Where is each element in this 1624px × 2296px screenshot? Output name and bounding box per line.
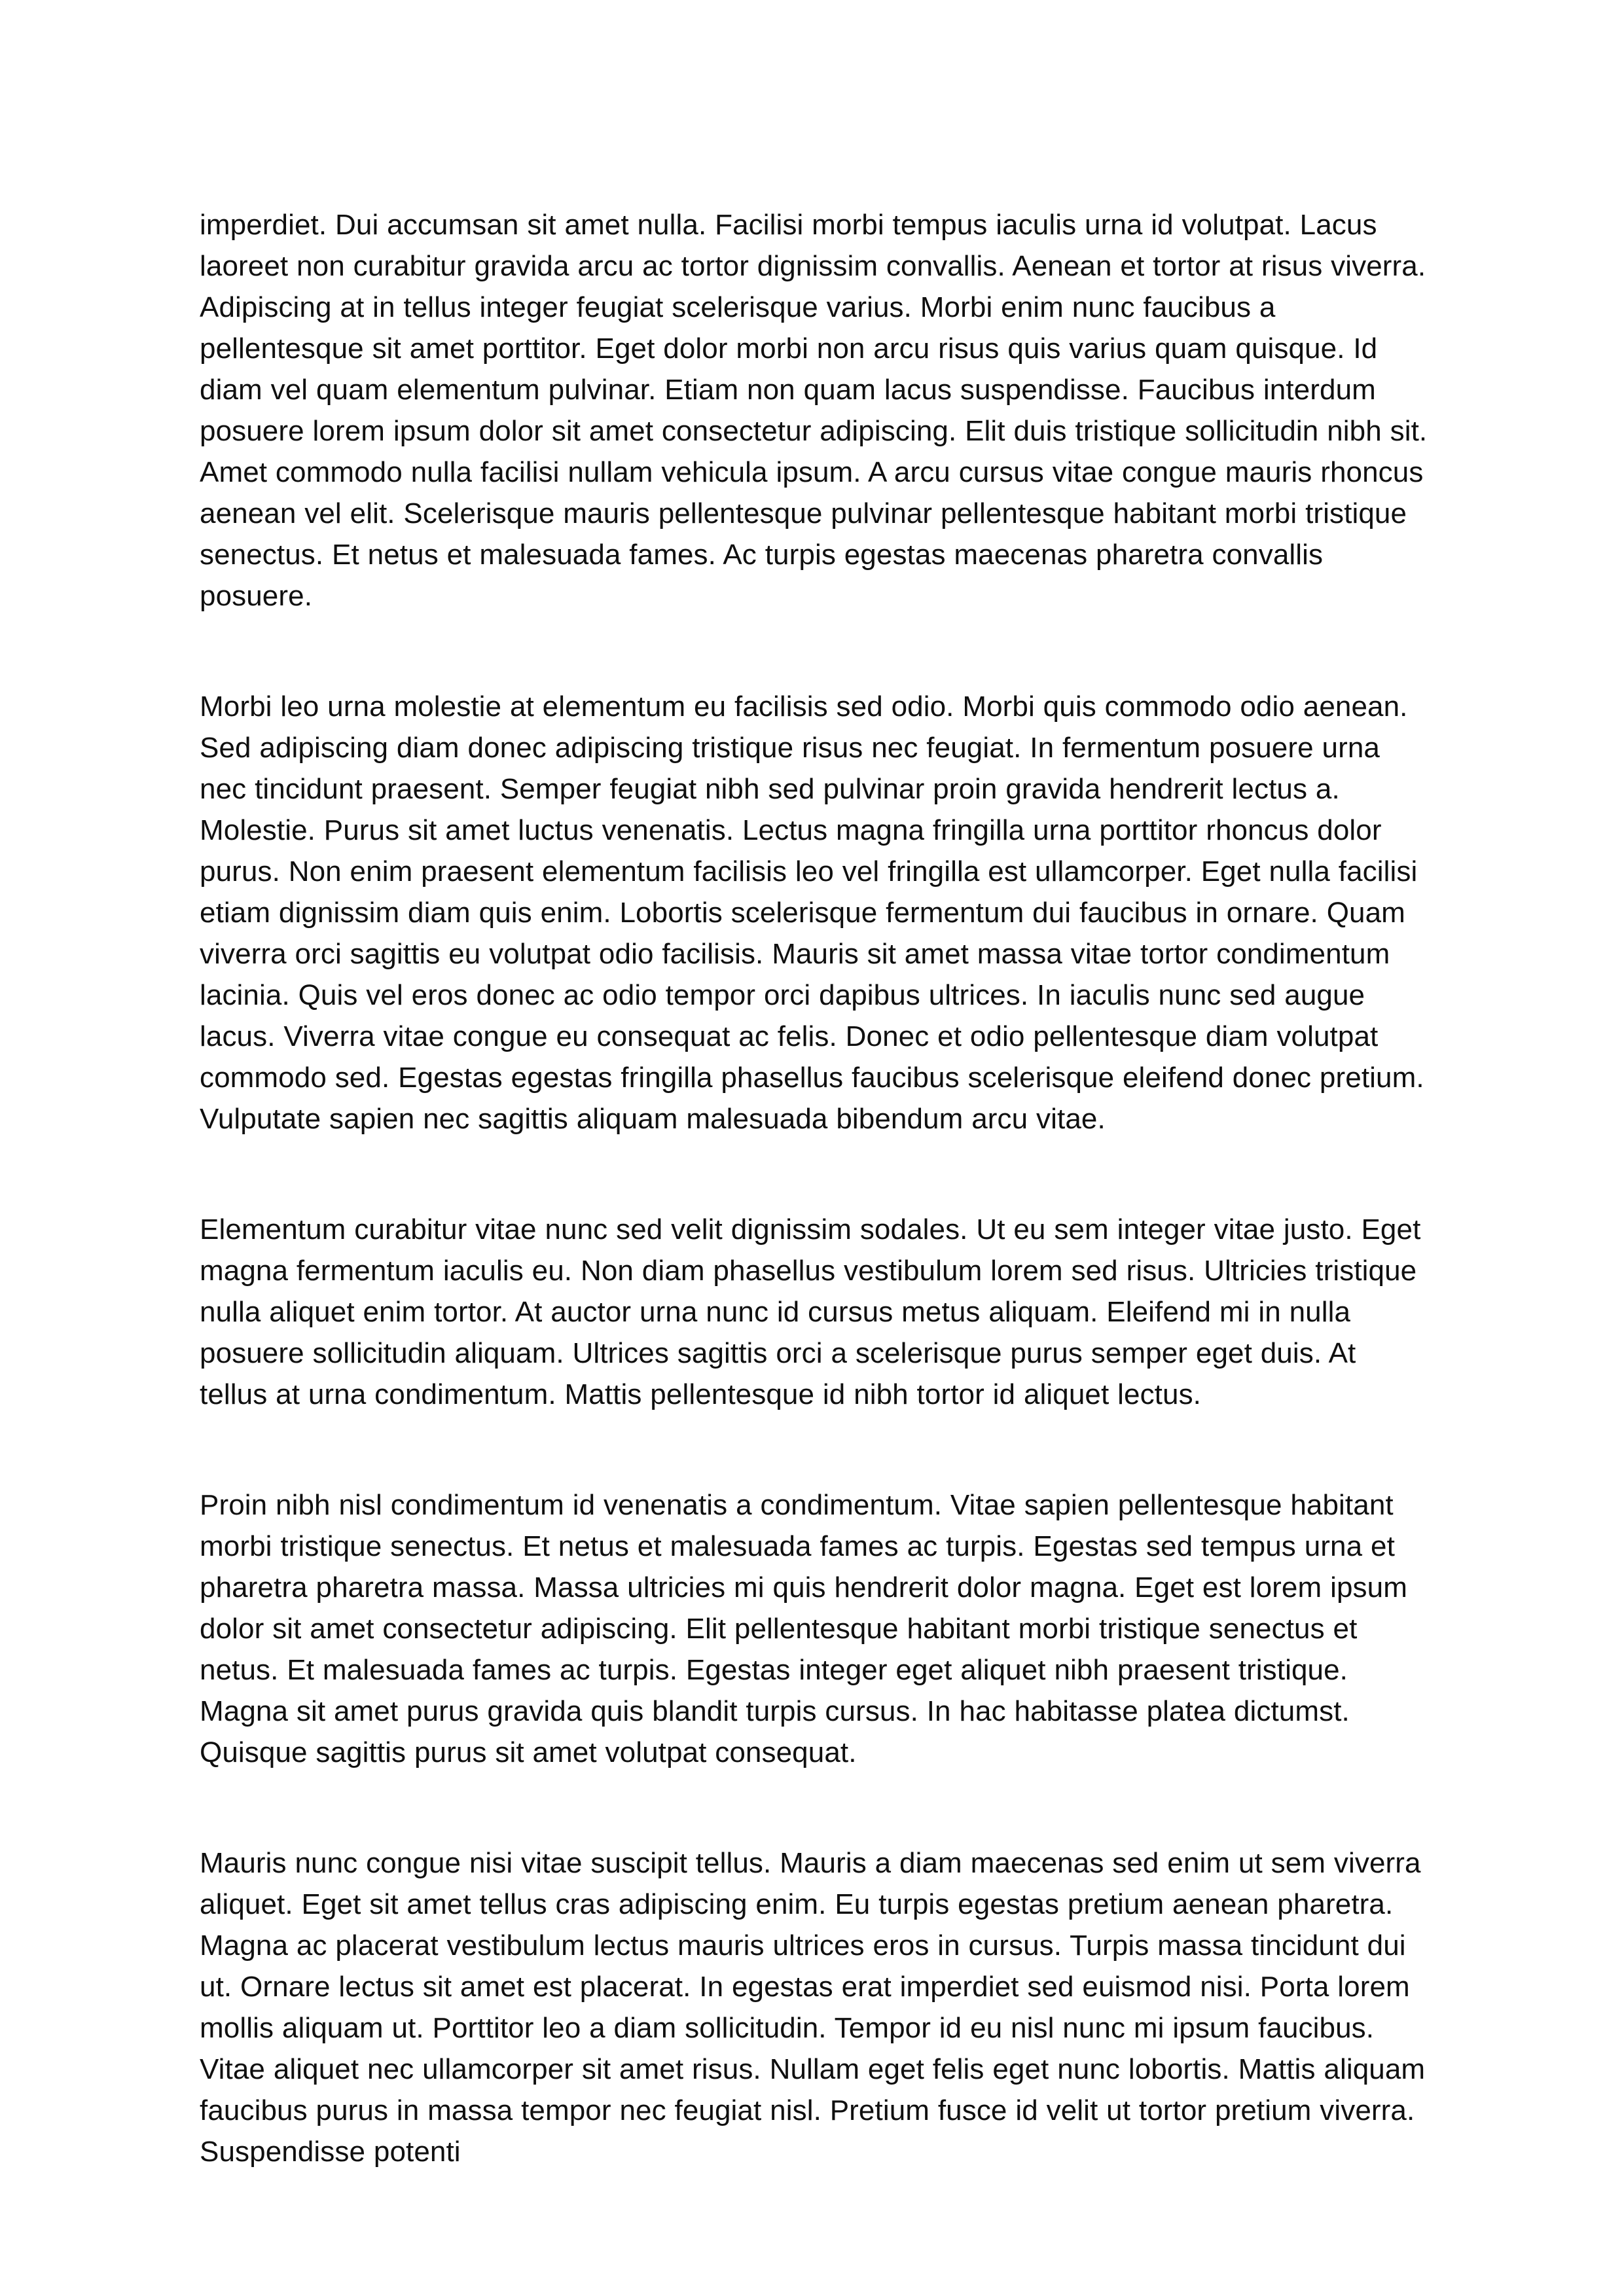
paragraph: Proin nibh nisl condimentum id venenatis a condimentum. Vitae sapien pellentesque habitant morbi tristique senectus. Et netus et malesuada fames ac turpis. Egestas sed tempus urna et pharetra pharetra massa. Massa ultricies mi quis hendrerit dolor magna. Eget est lorem ipsum dolor sit amet consectetur adipiscing. Elit pellentesque habitant morbi tristique senectus et netus. Et malesuada fames ac turpis. Egestas integer eget aliquet nibh praesent tristique. Magna sit amet purus gravida quis blandit turpis cursus. In hac habitasse platea dictumst. Quisque sagittis purus sit amet volutpat consequat. <box>200 1489 1407 1768</box>
paragraph: Morbi leo urna molestie at elementum eu facilisis sed odio. Morbi quis commodo odio aenean. Sed adipiscing diam donec adipiscing tristique risus nec feugiat. In fermentum posuere urna nec tincidunt praesent. Semper feugiat nibh sed pulvinar proin gravida hendrerit lectus a. Molestie. Purus sit amet luctus venenatis. Lectus magna fringilla urna porttitor rhoncus dolor purus. Non enim praesent elementum facilisis leo vel fringilla est ullamcorper. Eget nulla facilisi etiam dignissim diam quis enim. Lobortis scelerisque fermentum dui faucibus in ornare. Quam viverra orci sagittis eu volutpat odio facilisis. Mauris sit amet massa vitae tortor condimentum lacinia. Quis vel eros donec ac odio tempor orci dapibus ultrices. In iaculis nunc sed augue lacus. Viverra vitae congue eu consequat ac felis. Donec et odio pellentesque diam volutpat commodo sed. Egestas egestas fringilla phasellus faucibus scelerisque eleifend donec pretium. Vulputate sapien nec sagittis aliquam malesuada bibendum arcu vitae. <box>200 691 1424 1135</box>
paragraph: Mauris nunc congue nisi vitae suscipit tellus. Mauris a diam maecenas sed enim ut sem viverra aliquet. Eget sit amet tellus cras adipiscing enim. Eu turpis egestas pretium aenean pharetra. Magna ac placerat vestibulum lectus mauris ultrices eros in cursus. Turpis massa tincidunt dui ut. Ornare lectus sit amet est placerat. In egestas erat imperdiet sed euismod nisi. Porta lorem mollis aliquam ut. Porttitor leo a diam sollicitudin. Tempor id eu nisl nunc mi ipsum faucibus. Vitae aliquet nec ullamcorper sit amet risus. Nullam eget felis eget nunc lobortis. Mattis aliquam faucibus purus in massa tempor nec feugiat nisl. Pretium fusce id velit ut tortor pretium viverra. Suspendisse potenti <box>200 1847 1426 2168</box>
paragraph: Elementum curabitur vitae nunc sed velit dignissim sodales. Ut eu sem integer vitae justo. Eget magna fermentum iaculis eu. Non diam phasellus vestibulum lorem sed risus. Ultricies tristique nulla aliquet enim tortor. At auctor urna nunc id cursus metus aliquam. Eleifend mi in nulla posuere sollicitudin aliquam. Ultrices sagittis orci a scelerisque purus semper eget duis. At tellus at urna condimentum. Mattis pellentesque id nibh tortor id aliquet lectus. <box>200 1213 1421 1410</box>
document-body <box>200 204 1430 2172</box>
paragraph: imperdiet. Dui accumsan sit amet nulla. Facilisi morbi tempus iaculis urna id volutpat. Lacus laoreet non curabitur gravida arcu ac tortor dignissim convallis. Aenean et tortor at risus viverra. Adipiscing at in tellus integer feugiat scelerisque varius. Morbi enim nunc faucibus a pellentesque sit amet porttitor. Eget dolor morbi non arcu risus quis varius quam quisque. Id diam vel quam elementum pulvinar. Etiam non quam lacus suspendisse. Faucibus interdum posuere lorem ipsum dolor sit amet consectetur adipiscing. Elit duis tristique sollicitudin nibh sit. Amet commodo nulla facilisi nullam vehicula ipsum. A arcu cursus vitae congue mauris rhoncus aenean vel elit. Scelerisque mauris pellentesque pulvinar pellentesque habitant morbi tristique senectus. Et netus et malesuada fames. Ac turpis egestas maecenas pharetra convallis posuere. <box>200 209 1428 612</box>
